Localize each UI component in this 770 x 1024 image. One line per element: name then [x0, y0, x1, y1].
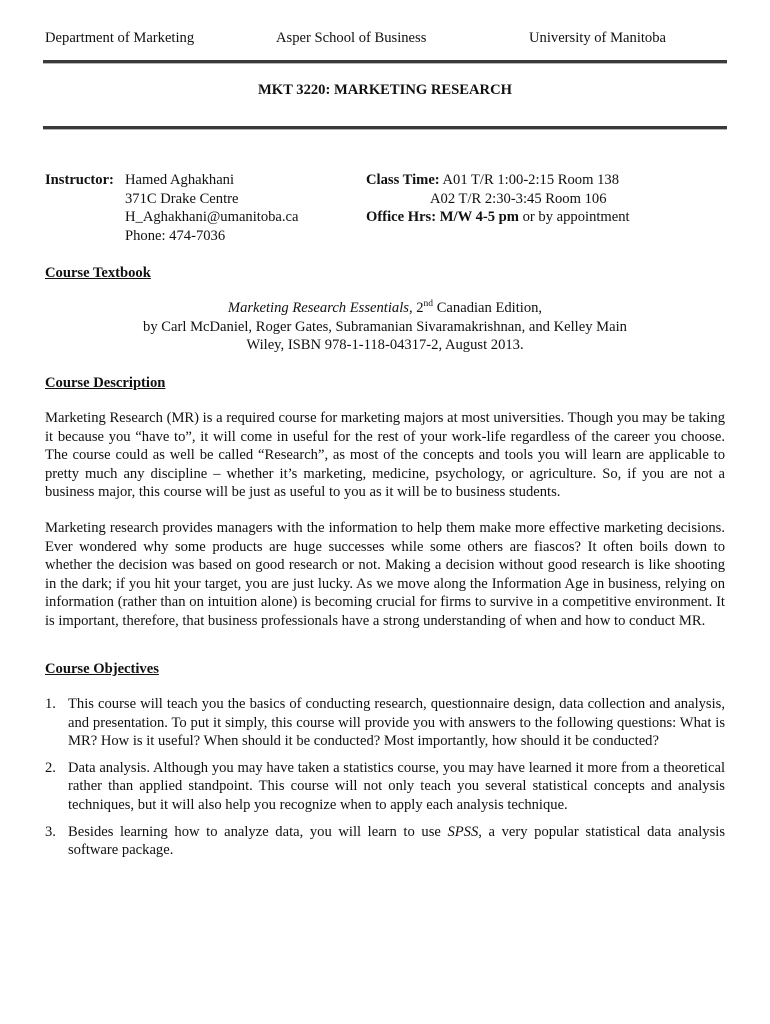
textbook-heading: Course Textbook — [45, 265, 151, 281]
schedule-block — [366, 171, 726, 227]
textbook-authors: by Carl McDaniel, Roger Gates, Subramanian Sivaramakrishnan, and Kelley Main — [143, 318, 627, 335]
header-university: University of Manitoba — [529, 30, 666, 46]
list-item-number: 1. — [45, 696, 56, 712]
instructor-phone: Phone: 474-7036 — [125, 227, 226, 244]
spss-term: SPSS — [447, 823, 479, 840]
list-item-text: Besides learning how to analyze data, you will learn to use SPSS, a very popular statistical data analysis software package. — [68, 823, 726, 859]
list-item-text: Data analysis. Although you may have taken a statistics course, you may have learned it more from a theoretical rather than applied standpoint. This course will not only teach you several statistical concepts and analysis techniques, but it will also help you recognize when to apply each analysis technique. — [68, 759, 725, 813]
list-item-number: 3. — [45, 823, 56, 840]
textbook-edition-num: 2 — [416, 300, 424, 316]
textbook-title: Marketing Research Essentials — [227, 300, 409, 316]
office-hours-label: Office Hrs: — [366, 209, 437, 226]
class-time-a02: A02 T/R 2:30-3:45 Room 106 — [430, 190, 607, 207]
list-item — [45, 823, 725, 860]
class-time-line — [366, 171, 726, 190]
textbook-title-line: Marketing Research Essentials, 2nd Canadian Edition, — [227, 299, 543, 316]
textbook-edition-rest: Canadian Edition, — [436, 300, 543, 316]
description-paragraph-2: Marketing research provides managers with the information to help them make more effective marketing decisions. Ever wondered why some products are huge successes while some others are fiascos? It often boils down to whether the decision was based on good research or not. Making a decision without good research is like shooting in the dark; if you hit your target, you are just lucky. As we move along the Information Age in business, relying on information (rather than on intuition alone) is becoming crucial for firms to survive in a competitive environment. It is important, therefore, that business professionals have a strong understanding of when and how to conduct MR. — [45, 520, 725, 629]
textbook-edition-sup: nd — [423, 299, 434, 310]
course-title: MKT 3220: MARKETING RESEARCH — [258, 82, 512, 98]
instructor-office: 371C Drake Centre — [125, 190, 239, 207]
office-hours-line — [366, 208, 726, 227]
objectives-heading: Course Objectives — [45, 661, 159, 677]
list-item — [45, 759, 725, 815]
instructor-name: Hamed Aghakhani — [125, 172, 235, 188]
header-rule-top — [43, 60, 727, 64]
header-school: Asper School of Business — [276, 30, 427, 46]
page-header — [45, 29, 725, 49]
header-department: Department of Marketing — [45, 30, 195, 46]
header-rule-bottom — [43, 126, 727, 130]
textbook-publisher: Wiley, ISBN 978-1-118-04317-2, August 2013. — [246, 337, 524, 354]
objectives-list — [45, 695, 725, 868]
instructor-label: Instructor: — [45, 172, 114, 188]
instructor-email: H_Aghakhani@umanitoba.ca — [125, 209, 299, 226]
description-heading: Course Description — [45, 375, 166, 391]
textbook-citation — [0, 299, 770, 355]
description-paragraph-1: Marketing Research (MR) is a required course for marketing majors at most universities. Though you may be taking it because you “have to”, it will come in useful for the rest of your work-life regardless of the career you choose. The course could as well be called “Research”, as most of the concepts and tools you will learn are applicable to pretty much any discipline – whether it’s marketing, medicine, psychology, or agriculture. So, if you are not a business major, this course will be just as useful to you as it will be to business students. — [45, 410, 725, 501]
class-time-a01: A01 T/R 1:00-2:15 Room 138 — [442, 172, 619, 188]
office-hours-value: M/W 4-5 pm — [439, 209, 519, 226]
list-item — [45, 695, 725, 751]
class-time-label: Class Time: — [366, 172, 440, 188]
list-item-text: This course will teach you the basics of conducting research, questionnaire design, data collection and analysis, and presentation. To put it simply, this course will provide you with answers to the following questions: What is MR? How is it useful? When should it be conducted? Most importantly, how should it be conducted? — [68, 696, 725, 750]
list-item-number: 2. — [45, 759, 56, 776]
office-hours-note: or by appointment — [522, 209, 630, 226]
